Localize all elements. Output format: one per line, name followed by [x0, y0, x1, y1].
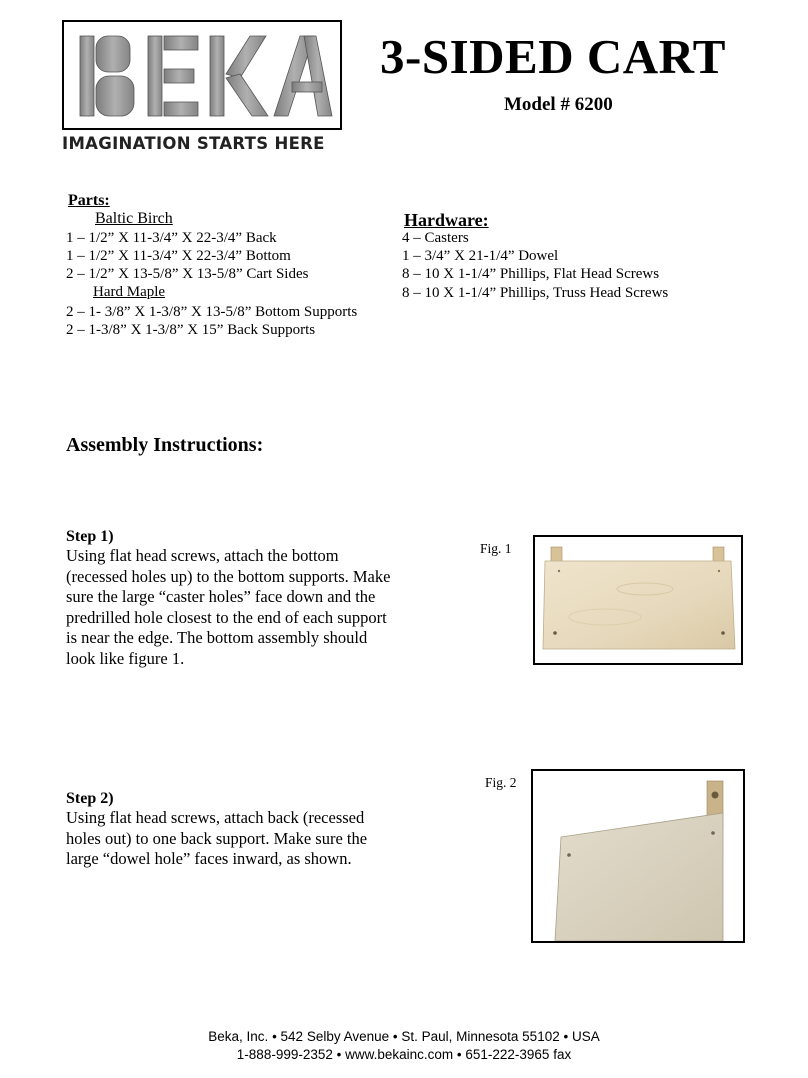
assembly-heading: Assembly Instructions: [66, 434, 264, 456]
step-line: is near the edge. The bottom assembly should [66, 628, 368, 647]
figure-2-photo [531, 769, 745, 943]
footer-contact: 1-888-999-2352 • www.bekainc.com • 651-222-3965 fax [236, 1047, 572, 1062]
step-line: (recessed holes up) to the bottom supports. Make [66, 566, 391, 586]
parts-item: 1 – 1/2” X 11-3/4” X 22-3/4” Back [66, 230, 277, 246]
cart-bottom-illustration [535, 537, 741, 663]
parts-item: 2 – 1-3/8” X 1-3/8” X 15” Back Supports [66, 322, 316, 338]
beka-logo [62, 20, 342, 130]
step-line: predrilled hole closest to the end of each support [66, 607, 387, 627]
parts-group-label: Baltic Birch [95, 210, 173, 227]
figure-2-label: Fig. 2 [485, 775, 517, 790]
parts-heading: Parts: [68, 192, 110, 209]
step-line: sure the large “caster holes” face down and the [66, 587, 376, 606]
model-number: Model # 6200 [504, 94, 613, 115]
step-line: holes out) to one back support. Make sure the [66, 828, 368, 848]
document-title: 3-SIDED CART [380, 29, 726, 84]
figure-1-label: Fig. 1 [480, 541, 512, 556]
step-1-title: Step 1) [66, 528, 114, 545]
parts-group-label: Hard Maple [93, 284, 166, 300]
logo-tagline: IMAGINATION STARTS HERE [62, 134, 325, 153]
hardware-item: 8 – 10 X 1-1/4” Phillips, Flat Head Screws [402, 266, 660, 282]
beka-logo-graphic [64, 22, 340, 128]
figure-1-photo [533, 535, 743, 665]
hardware-item: 1 – 3/4” X 21-1/4” Dowel [402, 248, 559, 264]
footer-address: Beka, Inc. • 542 Selby Avenue • St. Paul, Minnesota 55102 • USA [208, 1029, 600, 1044]
step-2-title: Step 2) [66, 790, 114, 807]
cart-back-illustration [533, 771, 743, 941]
step-1-text [66, 546, 446, 669]
hardware-item: 8 – 10 X 1-1/4” Phillips, Truss Head Screws [402, 285, 669, 301]
step-line: Using flat head screws, attach the bottom [66, 546, 339, 565]
step-line: Using flat head screws, attach back (recessed [66, 808, 365, 827]
parts-item: 2 – 1- 3/8” X 1-3/8” X 13-5/8” Bottom Supports [66, 304, 358, 320]
step-2-text [66, 808, 446, 870]
step-line: look like figure 1. [66, 648, 185, 668]
step-line: large “dowel hole” faces inward, as shown. [66, 849, 352, 868]
parts-item: 2 – 1/2” X 13-5/8” X 13-5/8” Cart Sides [66, 266, 309, 282]
parts-item: 1 – 1/2” X 11-3/4” X 22-3/4” Bottom [66, 248, 291, 264]
hardware-item: 4 – Casters [402, 230, 469, 246]
hardware-heading: Hardware: [404, 210, 489, 230]
